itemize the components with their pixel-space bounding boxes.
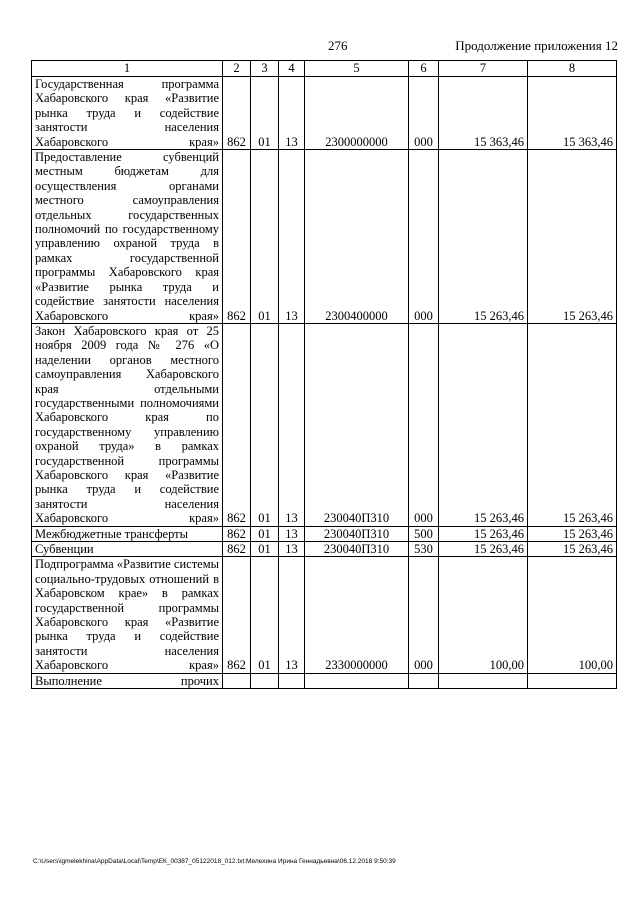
row-section-code <box>251 673 279 688</box>
row-target-article: 2300400000 <box>305 150 409 324</box>
row-target-article: 230040П310 <box>305 323 409 526</box>
row-amount: 15 263,46 <box>439 542 528 557</box>
table-row <box>32 323 617 526</box>
budget-table <box>31 60 617 689</box>
row-target-article <box>305 673 409 688</box>
row-subsection-code: 13 <box>279 542 305 557</box>
row-target-article: 2330000000 <box>305 557 409 673</box>
row-subsection-code <box>279 673 305 688</box>
row-expense-type: 500 <box>409 526 439 541</box>
row-amount-total: 15 263,46 <box>528 323 617 526</box>
row-subsection-code: 13 <box>279 526 305 541</box>
row-amount <box>439 673 528 688</box>
row-ministry-code: 862 <box>223 150 251 324</box>
table-row <box>32 557 617 673</box>
row-name: Подпрограмма «Развитие системы социально-трудовых отношений в Хабаровском крае» в рамках государственной программы Хабаровского края «Развитие рынка труда и содействие занятости населения Хабаровского края» <box>32 557 223 673</box>
row-amount-total: 15 263,46 <box>528 542 617 557</box>
row-target-article: 230040П310 <box>305 542 409 557</box>
row-amount-total: 15 363,46 <box>528 77 617 150</box>
row-amount: 15 263,46 <box>439 150 528 324</box>
file-path-footer: C:\Users\igmelekhina\AppData\Local\Temp\ЕК_00387_05122018_012.txt:Мелехина Ирина Геннадьевна\06.12.2018 9:50:39 <box>33 858 396 865</box>
column-header: 4 <box>279 61 305 77</box>
table-header-row <box>32 61 617 77</box>
row-ministry-code: 862 <box>223 526 251 541</box>
row-target-article: 230040П310 <box>305 526 409 541</box>
column-header: 6 <box>409 61 439 77</box>
row-subsection-code: 13 <box>279 557 305 673</box>
column-header: 5 <box>305 61 409 77</box>
row-ministry-code: 862 <box>223 323 251 526</box>
column-header: 3 <box>251 61 279 77</box>
row-ministry-code <box>223 673 251 688</box>
row-expense-type: 000 <box>409 323 439 526</box>
column-header: 7 <box>439 61 528 77</box>
table-row <box>32 526 617 541</box>
row-expense-type: 000 <box>409 150 439 324</box>
row-ministry-code: 862 <box>223 77 251 150</box>
column-header: 8 <box>528 61 617 77</box>
row-ministry-code: 862 <box>223 542 251 557</box>
row-expense-type: 530 <box>409 542 439 557</box>
row-section-code: 01 <box>251 150 279 324</box>
row-section-code: 01 <box>251 526 279 541</box>
row-expense-type <box>409 673 439 688</box>
page-number: 276 <box>328 38 348 53</box>
row-amount: 15 263,46 <box>439 526 528 541</box>
column-header: 2 <box>223 61 251 77</box>
row-amount: 15 363,46 <box>439 77 528 150</box>
row-amount-total: 15 263,46 <box>528 526 617 541</box>
row-section-code: 01 <box>251 542 279 557</box>
row-name: Субвенции <box>32 542 223 557</box>
row-expense-type: 000 <box>409 557 439 673</box>
row-amount-total: 100,00 <box>528 557 617 673</box>
row-subsection-code: 13 <box>279 150 305 324</box>
table-row <box>32 542 617 557</box>
row-section-code: 01 <box>251 323 279 526</box>
row-expense-type: 000 <box>409 77 439 150</box>
column-header: 1 <box>32 61 223 77</box>
table-row <box>32 150 617 324</box>
row-name: Закон Хабаровского края от 25 ноября 2009 года № 276 «О наделении органов местного самоуправления Хабаровского края отдельными государственными полномочиями Хабаровского края по государственному управлению охраной труда» в рамках государственной программы Хабаровского края «Развитие рынка труда и содействие занятости населения Хабаровского края» <box>32 323 223 526</box>
row-amount: 100,00 <box>439 557 528 673</box>
appendix-continuation-label: Продолжение приложения 12 <box>455 38 618 53</box>
row-name: Государственная программа Хабаровского края «Развитие рынка труда и содействие занятости населения Хабаровского края» <box>32 77 223 150</box>
row-target-article: 2300000000 <box>305 77 409 150</box>
row-subsection-code: 13 <box>279 323 305 526</box>
table-row <box>32 77 617 150</box>
row-amount-total <box>528 673 617 688</box>
table-row <box>32 673 617 688</box>
row-subsection-code: 13 <box>279 77 305 150</box>
row-name: Предоставление субвенций местным бюджетам для осуществления органами местного самоуправления отдельных государственных полномочий по государственному управлению охраной труда в рамках государственной программы Хабаровского края «Развитие рынка труда и содействие занятости населения Хабаровского края» <box>32 150 223 324</box>
row-amount-total: 15 263,46 <box>528 150 617 324</box>
row-name: Межбюджетные трансферты <box>32 526 223 541</box>
row-section-code: 01 <box>251 77 279 150</box>
row-name: Выполнение прочих <box>32 673 223 688</box>
row-ministry-code: 862 <box>223 557 251 673</box>
row-section-code: 01 <box>251 557 279 673</box>
row-amount: 15 263,46 <box>439 323 528 526</box>
